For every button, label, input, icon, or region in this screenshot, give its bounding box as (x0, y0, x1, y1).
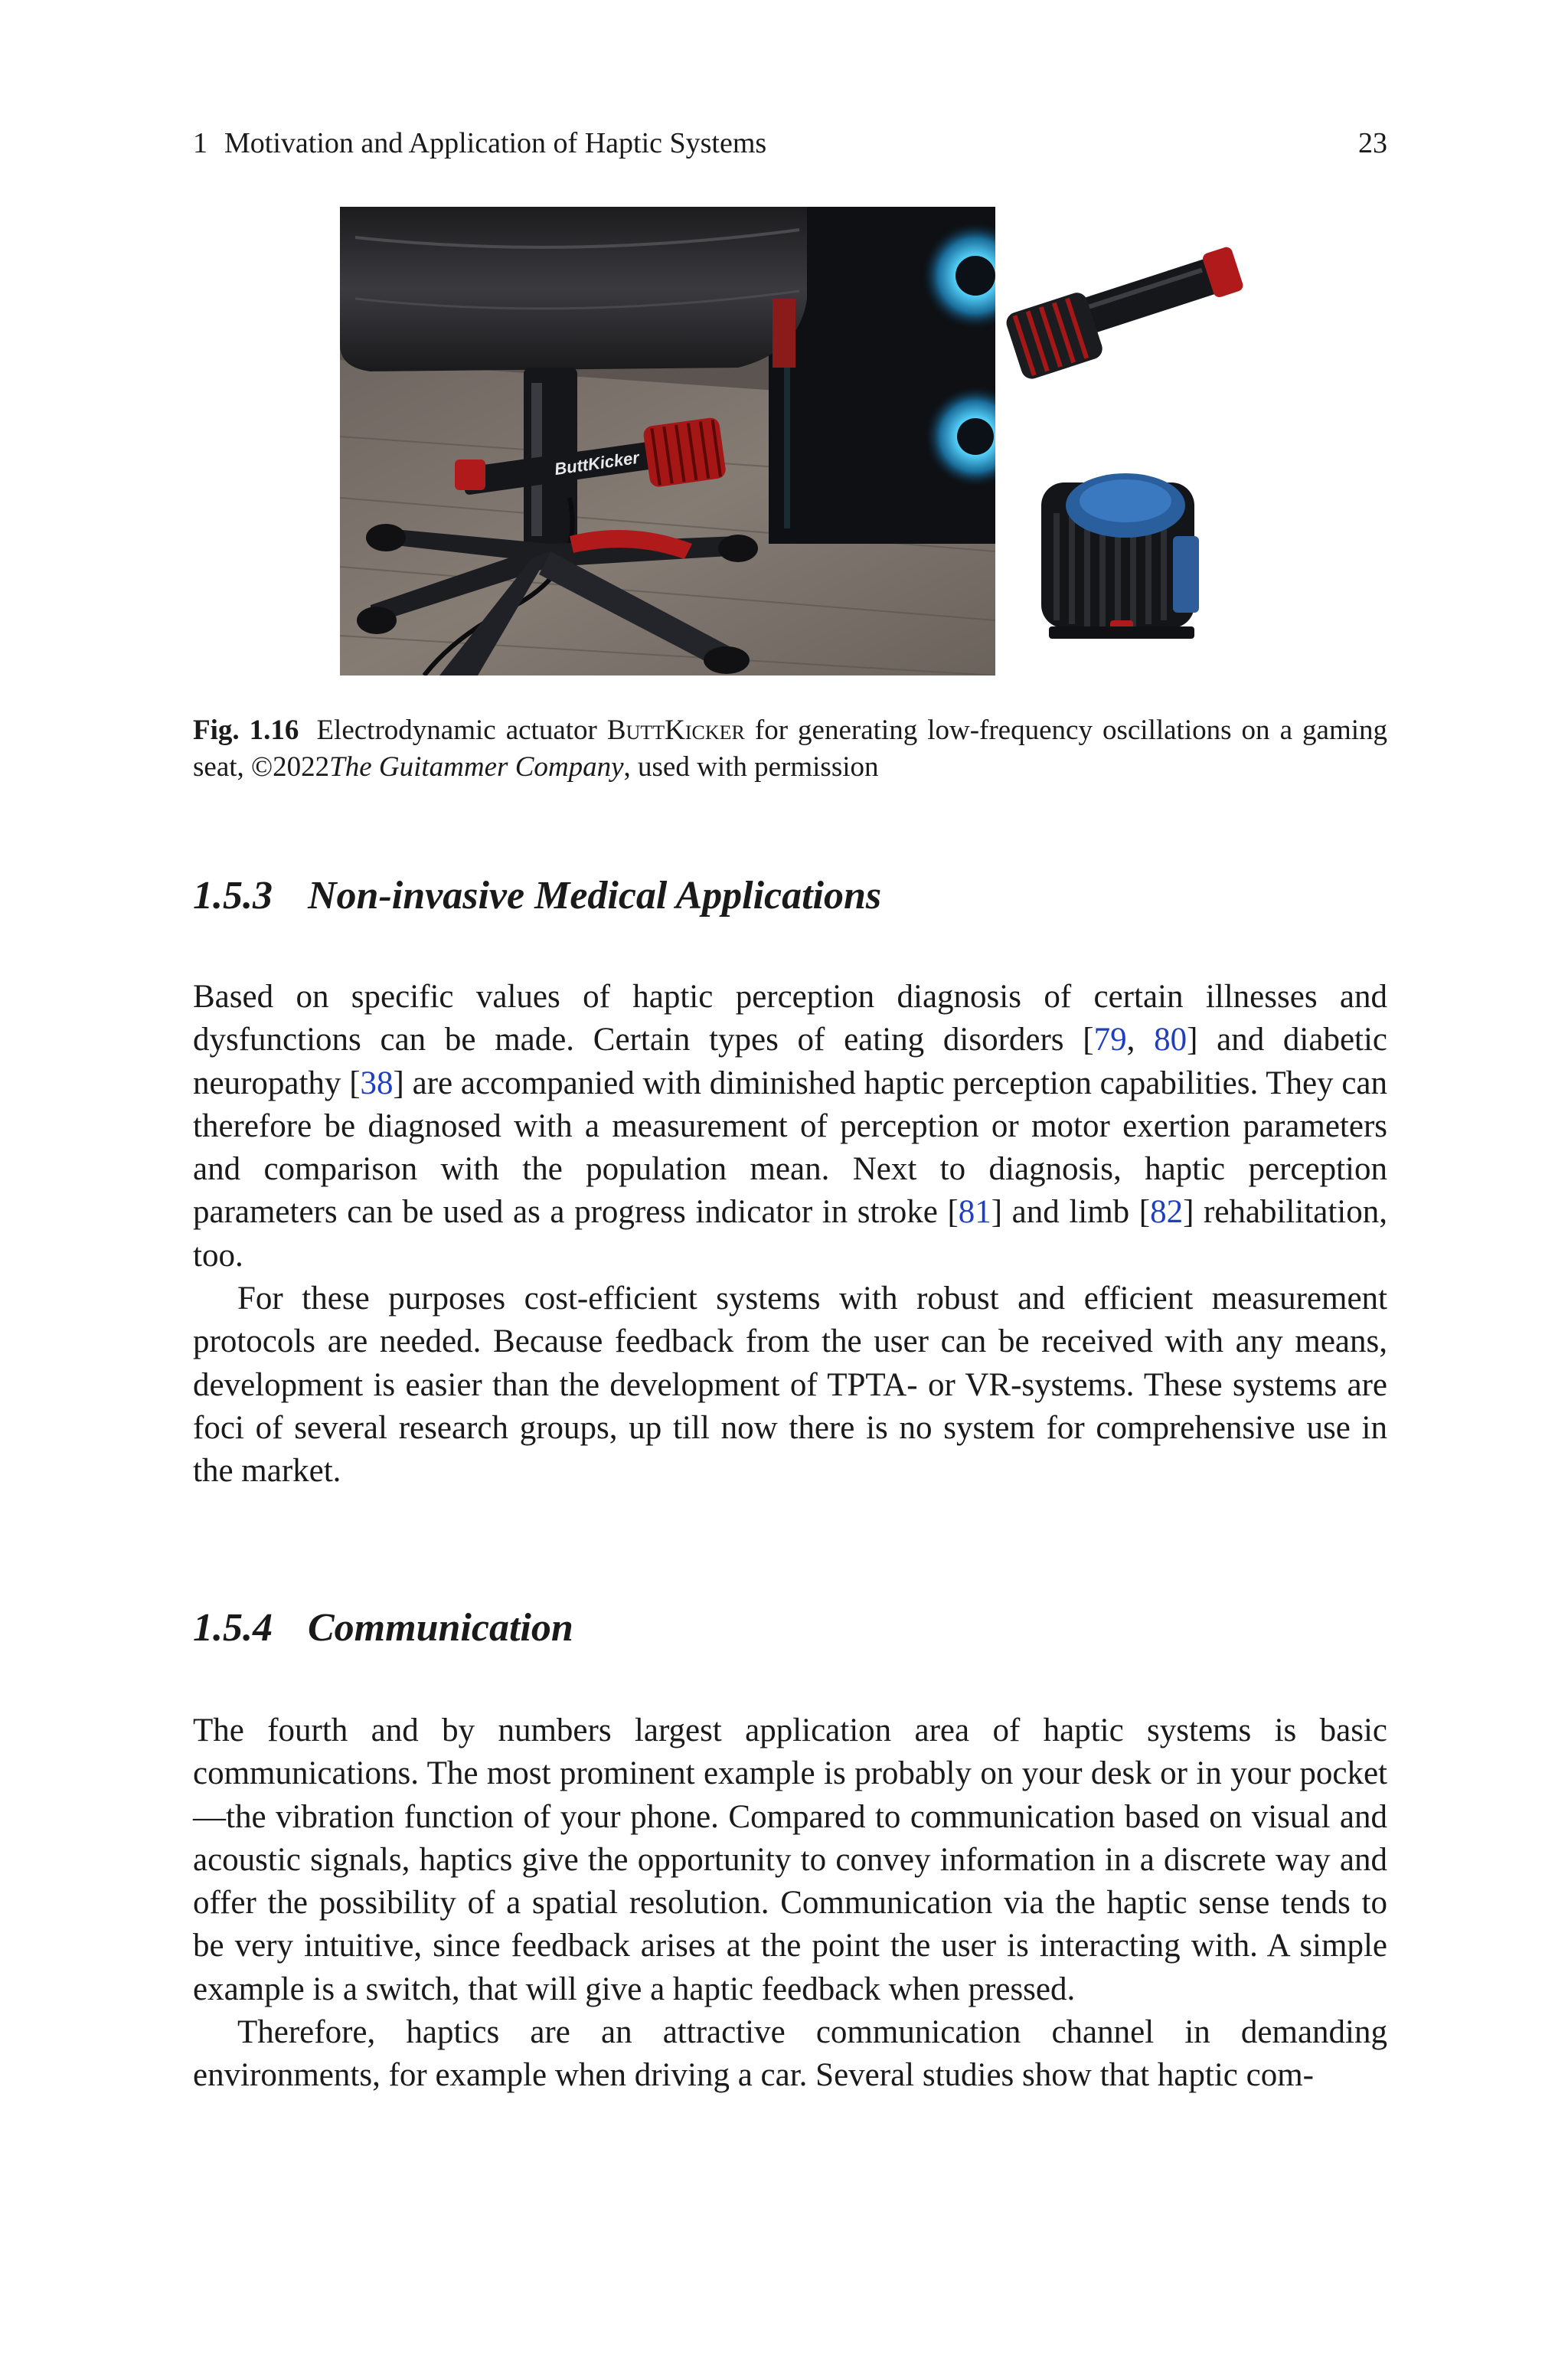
section-heading-154 (193, 1604, 573, 1653)
section-title: Communication (308, 1606, 573, 1650)
chapter-heading (193, 124, 766, 162)
caption-text-mid: for generating low-frequency oscillations on a gaming seat, (193, 715, 1388, 783)
figure-label: Fig. 1.16 (193, 715, 299, 746)
section-153-body (193, 976, 1387, 1493)
caption-text-pre: Electrodynamic actuator (316, 715, 597, 746)
running-head (193, 124, 1387, 162)
figure-caption (193, 712, 1387, 786)
section-number: 1.5.4 (193, 1606, 273, 1650)
paragraph: Therefore, haptics are an attractive communication channel in demanding environments, for example when driving a car. Several studies show that haptic com- (193, 2014, 1387, 2094)
paragraph: For these purposes cost-efficient systems with robust and efficient measurement protocols are needed. Because feedback from the user can be received with any means, development is easier than the development of TPTA- or VR-systems. These systems are foci of several research groups, up till now there is no system for comprehensive use in the market. (193, 1281, 1387, 1490)
page-number: 23 (1358, 127, 1387, 159)
citation-link[interactable]: 38 (360, 1065, 394, 1101)
paragraph: The fourth and by numbers largest application area of haptic systems is basic communications. The most prominent example is probably on your desk or in your pocket—the vibration function of your phone. Compared to communication based on visual and acoustic signals, haptics give the opportunity to convey information in a discrete way and offer the possibility of a spatial resolution. Communication via the haptic sense tends to be very intuitive, since feedback arises at the point the user is interacting with. A simple example is a switch, that will give a haptic feedback when pressed. (193, 1712, 1387, 2007)
citation-link[interactable]: 80 (1154, 1022, 1187, 1058)
citation-link[interactable]: 81 (958, 1194, 991, 1231)
buttkicker-box-actuator (1041, 473, 1199, 639)
caption-text-post: , used with permission (623, 751, 879, 783)
gaming-seat-photo (340, 207, 995, 675)
text-run: ] rehabilitation, too. (193, 1194, 1387, 1274)
citation-link[interactable]: 79 (1093, 1022, 1127, 1058)
caption-company: The Guitammer Company (329, 751, 624, 783)
citation-link[interactable]: 82 (1150, 1194, 1184, 1231)
chapter-number: 1 (193, 127, 207, 159)
text-run: Based on specific values of haptic perception diagnosis of certain illnesses and dysfunctions can be made. Certain types of eating disorders [ (193, 979, 1387, 1058)
text-run: ] and diabetic neuropathy [ (193, 1022, 1388, 1101)
caption-copyright: ©2022 (251, 751, 330, 783)
paragraph (193, 976, 1387, 1277)
text-run: ] are accompanied with diminished haptic perception capabilities. They can therefore be diagnosed with a measurement of perception or motor exertion parameters and comparison with the population mean. Next to diagnosis, haptic perception parameters can be used as a progress indicator in stroke [ (193, 1065, 1387, 1231)
section-number: 1.5.3 (193, 874, 273, 918)
photo-brand-label: ButtKicker (553, 447, 641, 479)
buttkicker-product-images (995, 207, 1248, 675)
caption-product-name: ButtKicker (606, 715, 745, 746)
text-run: , (1126, 1022, 1155, 1058)
section-title: Non-invasive Medical Applications (308, 874, 882, 918)
section-heading-153 (193, 872, 881, 921)
text-run: ] and limb [ (991, 1194, 1151, 1231)
section-154-body (193, 1709, 1387, 2098)
chapter-title: Motivation and Application of Haptic Systems (224, 127, 767, 159)
